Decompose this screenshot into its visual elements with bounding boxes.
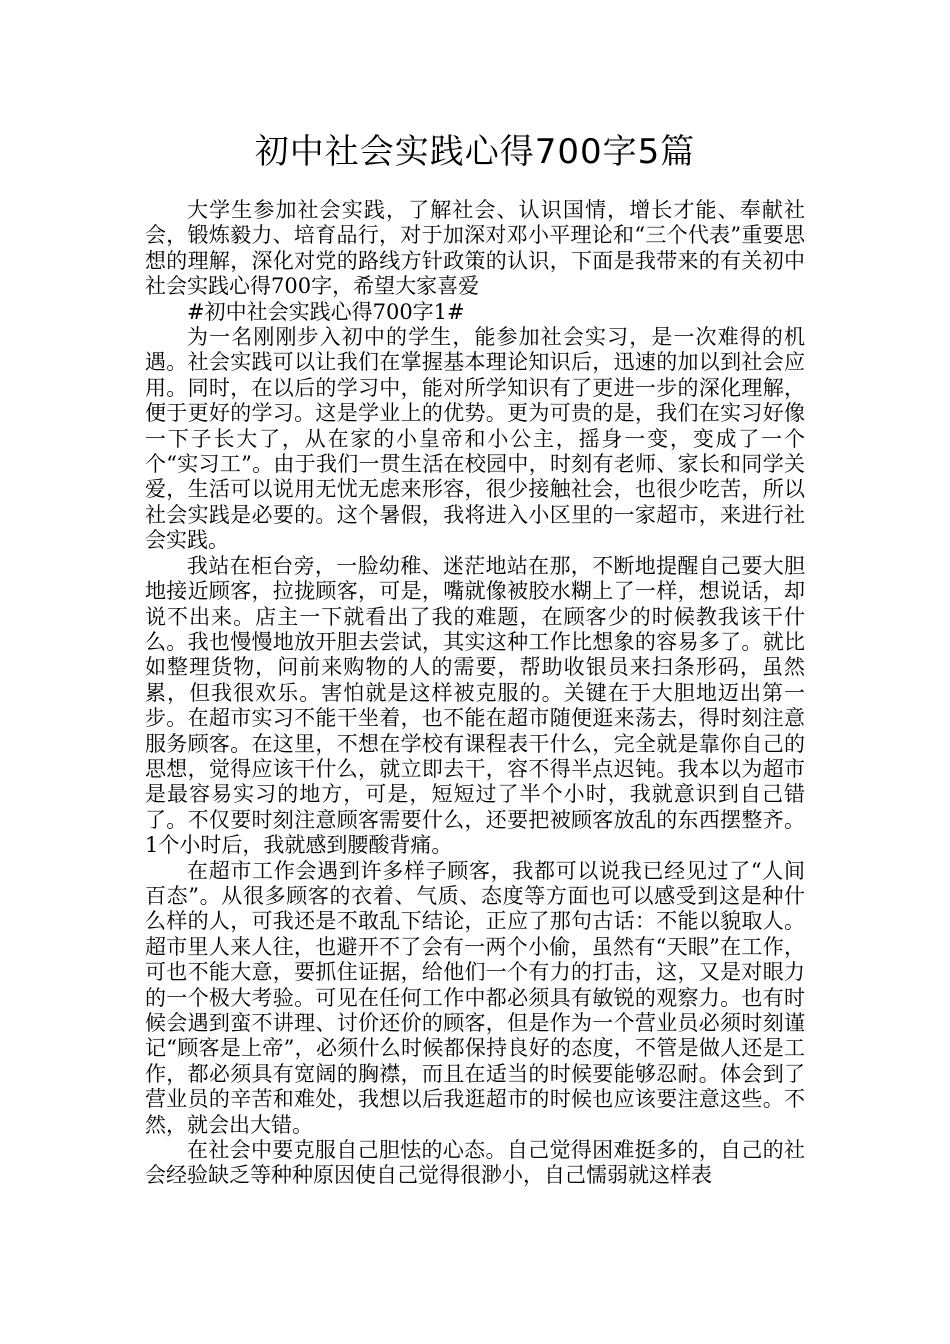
body-paragraph: 在社会中要克服自己胆怯的心态。自己觉得困难挺多的，自己的社会经验缺乏等种种原因使自己觉得很渺小，自己懦弱就这样表 bbox=[145, 1138, 805, 1188]
body-paragraph: 在超市工作会遇到许多样子顾客，我都可以说我已经见过了“人间百态”。从很多顾客的衣着、气质、态度等方面也可以感受到这是种什么样的人，可我还是不敢乱下结论，正应了那句古话：不能以貌取人。超市里人来人往，也避开不了会有一两个小偷，虽然有“天眼”在工作，可也不能大意，要抓住证据，给他们一个有力的打击，这，又是对眼力的一个极大考验。可见在任何工作中都必须具有敏锐的观察力。也有时候会遇到蛮不讲理、讨价还价的顾客，但是作为一个营业员必须时刻谨记“顾客是上帝”，必须什么时候都保持良好的态度，不管是做人还是工作，都必须具有宽阔的胸襟，而且在适当的时候要能够忍耐。体会到了营业员的辛苦和难处，我想以后我逛超市的时候也应该要注意这些。不然，就会出大错。 bbox=[145, 858, 805, 1137]
body-paragraph: 我站在柜台旁，一脸幼稚、迷茫地站在那，不断地提醒自己要大胆地接近顾客，拉拢顾客，可是，嘴就像被胶水糊上了一样，想说话，却说不出来。店主一下就看出了我的难题，在顾客少的时候教我该干什么。我也慢慢地放开胆去尝试，其实这种工作比想象的容易多了。就比如整理货物，问前来购物的人的需要，帮助收银员来扫条形码，虽然累，但我很欢乐。害怕就是这样被克服的。关键在于大胆地迈出第一步。在超市实习不能干坐着，也不能在超市随便逛来荡去，得时刻注意服务顾客。在这里，不想在学校有课程表干什么，完全就是靠你自己的思想，觉得应该干什么，就立即去干，容不得半点迟钝。我本以为超市是最容易实习的地方，可是，短短过了半个小时，我就意识到自己错了。不仅要时刻注意顾客需要什么，还要把被顾客放乱的东西摆整齐。1个小时后，我就感到腰酸背痛。 bbox=[145, 553, 805, 858]
section-heading: #初中社会实践心得700字1# bbox=[187, 299, 465, 324]
intro-paragraph: 大学生参加社会实践，了解社会、认识国情，增长才能、奉献社会，锻炼毅力、培育品行，对于加深对邓小平理论和“三个代表”重要思想的理解，深化对党的路线方针政策的认识，下面是我带来的有关初中社会实践心得700字，希望大家喜爱 bbox=[145, 198, 805, 299]
document-title: 初中社会实践心得700字5篇 bbox=[254, 132, 696, 172]
body-paragraph: 为一名刚刚步入初中的学生，能参加社会实习，是一次难得的机遇。社会实践可以让我们在掌握基本理论知识后，迅速的加以到社会应用。同时，在以后的学习中，能对所学知识有了更进一步的深化理解，便于更好的学习。这是学业上的优势。更为可贵的是，我们在实习好像一下子长大了，从在家的小皇帝和小公主，摇身一变，变成了一个个“实习工”。由于我们一贯生活在校园中，时刻有老师、家长和同学关爱，生活可以说用无忧无虑来形容，很少接触社会，也很少吃苦，所以社会实践是必要的。这个暑假，我将进入小区里的一家超市，来进行社会实践。 bbox=[145, 325, 805, 553]
document-body bbox=[145, 198, 805, 1189]
